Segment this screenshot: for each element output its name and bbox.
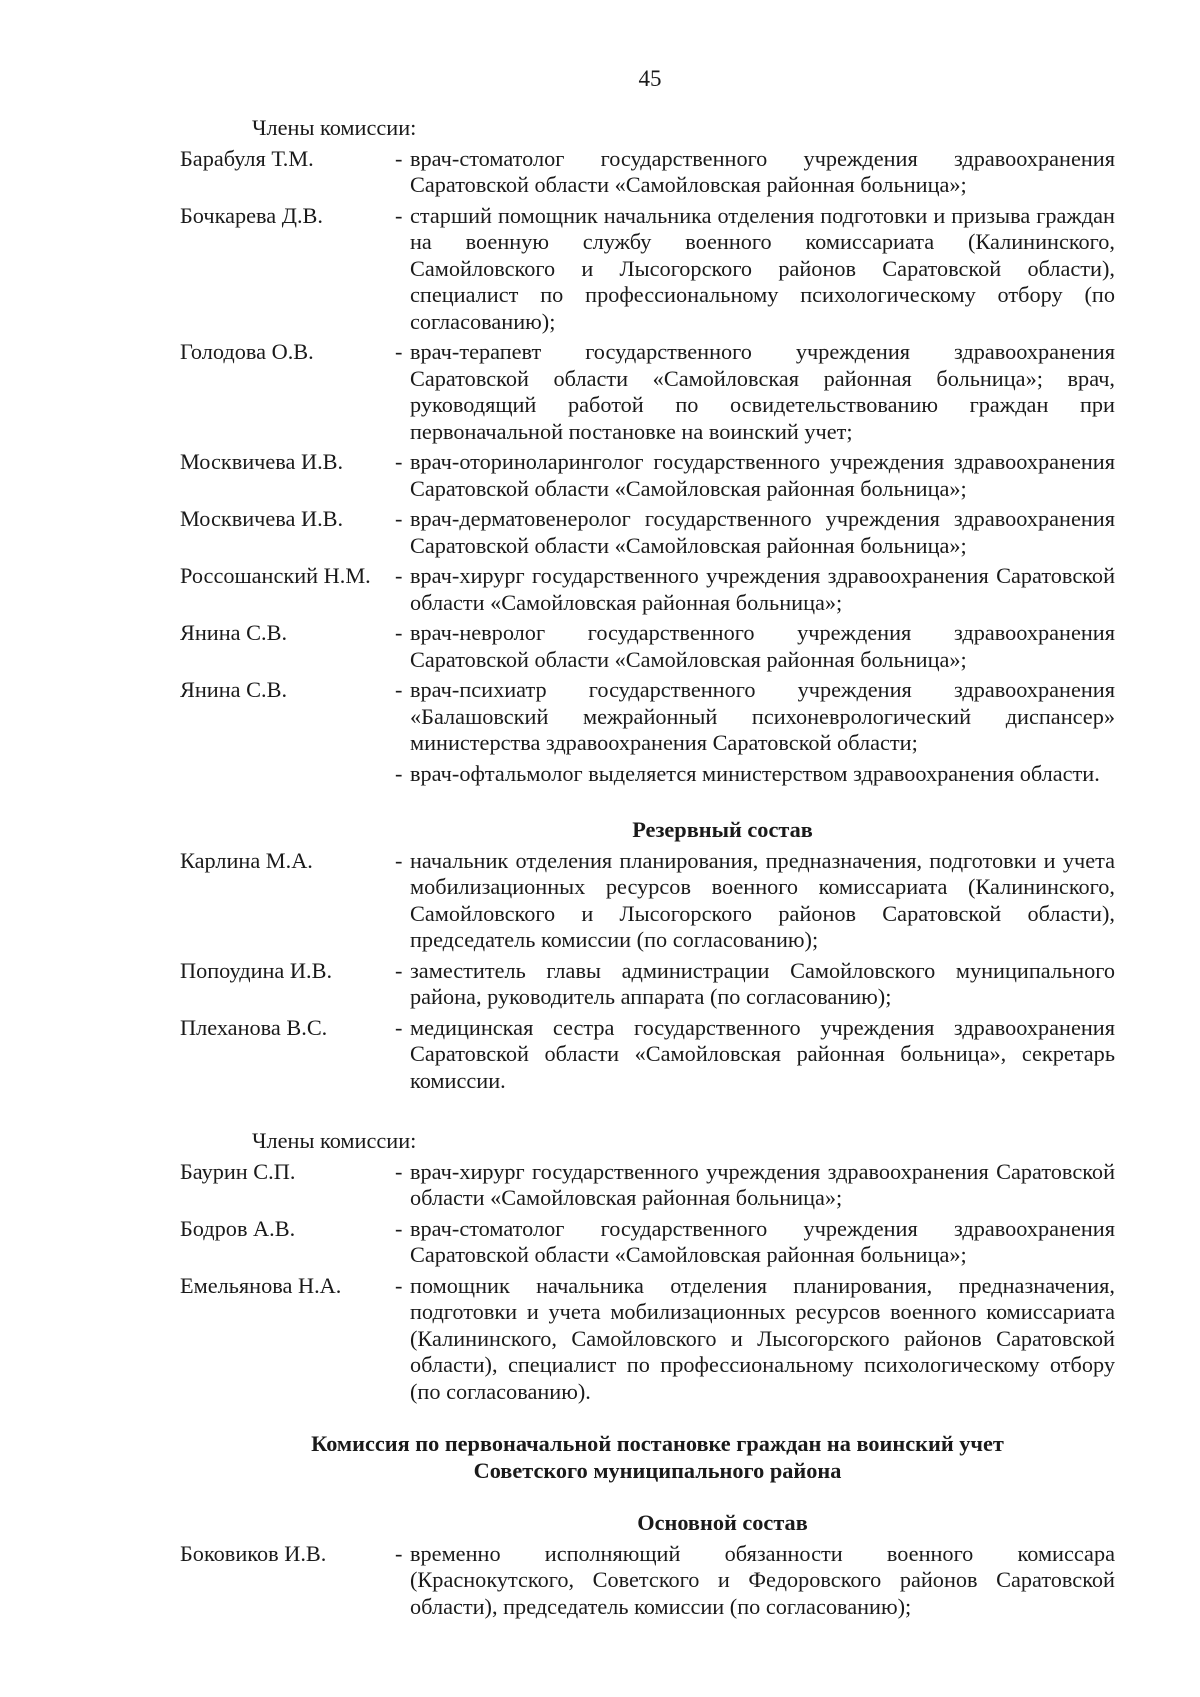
member-name: Барабуля Т.М. [180, 145, 314, 171]
member-role: врач-хирург государственного учреждения здравоохранения Саратовской области «Самойловская районная больница»; [410, 563, 1115, 615]
role-dash: - [395, 760, 403, 786]
reserve-section-title: Резервный состав [632, 817, 813, 842]
member-role-entry [395, 1015, 1115, 1095]
member-role-entry [395, 677, 1115, 757]
member-role-entry [395, 1273, 1115, 1406]
document-body [180, 115, 1115, 1620]
member-role: врач-стоматолог государственного учреждения здравоохранения Саратовской области «Самойловская районная больница»; [410, 145, 1115, 197]
members-list-1 [180, 146, 1115, 788]
role-dash: - [395, 1215, 403, 1241]
members-label-2: Члены комиссии: [252, 1128, 417, 1153]
member-role-entry [395, 620, 1115, 673]
member-role-entry [395, 1159, 1115, 1212]
member-role: медицинская сестра государственного учреждения здравоохранения Саратовской области «Самойловская районная больница», секретарь комиссии. [410, 1014, 1115, 1093]
member-role-entry [395, 339, 1115, 445]
member-role: начальник отделения планирования, предназначения, подготовки и учета мобилизационных ресурсов военного комиссариата (Калининского, Самойловского и Лысогорского районов Саратовской области), председатель комиссии (по согласованию); [410, 847, 1115, 952]
member-role-entry [395, 146, 1115, 199]
role-dash: - [395, 957, 403, 983]
role-dash: - [395, 1272, 403, 1298]
member-row [180, 677, 1115, 757]
commission-title-line-2: Советского муниципального района [473, 1457, 842, 1483]
member-role: заместитель главы администрации Самойловского муниципального района, руководитель аппарата (по согласованию); [410, 957, 1115, 1009]
member-role-entry [395, 848, 1115, 954]
members-label: Члены комиссии: [252, 115, 417, 140]
role-dash: - [395, 847, 403, 873]
member-name: Бочкарева Д.В. [180, 202, 323, 228]
member-name: Янина С.В. [180, 620, 288, 645]
member-role: помощник начальника отделения планирования, предназначения, подготовки и учета мобилизационных ресурсов военного комиссариата (Калининского, Самойловского и Лысогорского районов Саратовской области), специалист по профессиональному психологическому отбору (по согласованию). [410, 1272, 1115, 1404]
member-name: Боковиков И.В. [180, 1540, 327, 1566]
role-dash: - [395, 1014, 403, 1040]
member-row [180, 1273, 1115, 1406]
main-list [180, 1541, 1115, 1621]
page-number: 45 [638, 66, 662, 91]
member-name: Карлина М.А. [180, 847, 313, 873]
member-role-entry [395, 203, 1115, 336]
member-row [180, 146, 1115, 199]
member-row [180, 1015, 1115, 1095]
member-role-entry [395, 1216, 1115, 1269]
role-dash: - [395, 677, 403, 702]
member-row [180, 761, 1115, 788]
member-role-entry [395, 506, 1115, 559]
member-role: врач-дерматовенеролог государственного учреждения здравоохранения Саратовской области «Самойловская районная больница»; [410, 506, 1115, 558]
member-row [180, 848, 1115, 954]
role-dash: - [395, 1540, 403, 1566]
member-row [180, 449, 1115, 502]
member-role-entry [395, 958, 1115, 1011]
member-role-entry [395, 1541, 1115, 1621]
member-role-entry [395, 449, 1115, 502]
member-name: Москвичева И.В. [180, 506, 344, 531]
member-role: временно исполняющий обязанности военного комиссара (Краснокутского, Советского и Федоровского районов Саратовской области), председатель комиссии (по согласованию); [410, 1540, 1115, 1619]
member-role: врач-стоматолог государственного учреждения здравоохранения Саратовской области «Самойловская районная больница»; [410, 1215, 1115, 1267]
member-row [180, 563, 1115, 616]
member-role: врач-оториноларинголог государственного учреждения здравоохранения Саратовской области «Самойловская районная больница»; [410, 449, 1115, 501]
member-role: врач-невролог государственного учреждения здравоохранения Саратовской области «Самойловская районная больница»; [410, 620, 1115, 672]
role-dash: - [395, 145, 403, 171]
role-dash: - [395, 563, 403, 588]
reserve-list [180, 848, 1115, 1095]
member-row [180, 203, 1115, 336]
members-list-2 [180, 1159, 1115, 1406]
role-dash: - [395, 339, 403, 364]
role-dash: - [395, 202, 403, 228]
member-row [180, 620, 1115, 673]
member-role-entry [395, 761, 1115, 788]
role-dash: - [395, 620, 403, 645]
member-role: врач-психиатр государственного учреждения здравоохранения «Балашовский межрайонный психоневрологический диспансер» министерства здравоохранения Саратовской области; [410, 677, 1115, 755]
member-row [180, 958, 1115, 1011]
member-row [180, 1541, 1115, 1621]
member-name: Москвичева И.В. [180, 449, 344, 474]
member-name: Россошанский Н.М. [180, 563, 371, 588]
member-name: Голодова О.В. [180, 339, 314, 364]
main-section-title: Основной состав [637, 1510, 808, 1535]
member-name [180, 761, 395, 788]
role-dash: - [395, 506, 403, 531]
member-name: Попоудина И.В. [180, 957, 333, 983]
member-role: врач-терапевт государственного учреждения здравоохранения Саратовской области «Самойловская районная больница»; врач, руководящий работой по освидетельствованию граждан при первоначальной постановке на воинский учет; [410, 339, 1115, 444]
member-name: Плеханова В.С. [180, 1014, 328, 1040]
role-dash: - [395, 1158, 403, 1184]
member-row [180, 1216, 1115, 1269]
member-role-entry [395, 563, 1115, 616]
member-name: Емельянова Н.А. [180, 1272, 342, 1298]
role-dash: - [395, 449, 403, 474]
member-row [180, 339, 1115, 445]
member-row [180, 1159, 1115, 1212]
member-role: врач-хирург государственного учреждения здравоохранения Саратовской области «Самойловская районная больница»; [410, 1158, 1115, 1210]
member-name: Баурин С.П. [180, 1158, 296, 1184]
member-name: Бодров А.В. [180, 1215, 296, 1241]
commission-title-line-1: Комиссия по первоначальной постановке граждан на воинский учет [311, 1431, 1004, 1456]
member-role: старший помощник начальника отделения подготовки и призыва граждан на военную службу военного комиссариата (Калининского, Самойловского и Лысогорского районов Саратовской области), специалист по профессиональному психологическому отбору (по согласованию); [410, 202, 1115, 334]
member-name: Янина С.В. [180, 677, 288, 702]
member-row [180, 506, 1115, 559]
member-role: врач-офтальмолог выделяется министерством здравоохранения области. [410, 760, 1100, 786]
